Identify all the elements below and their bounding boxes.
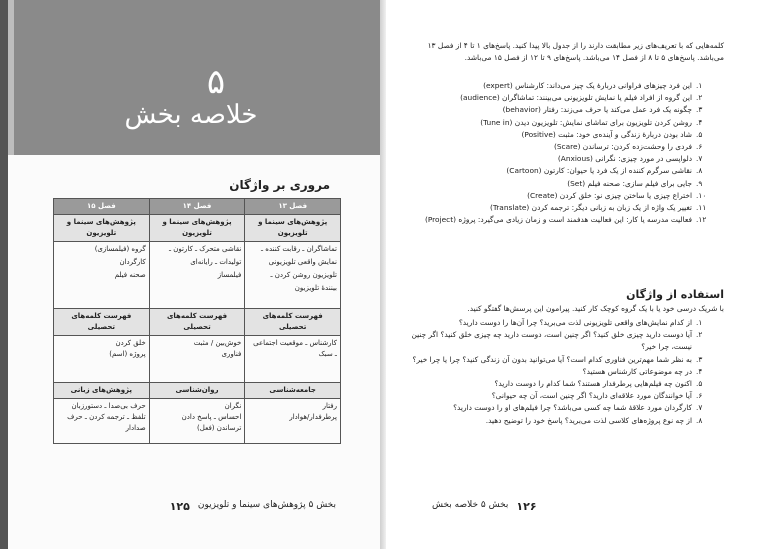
- cell-line: تلفظ ـ ترجمه کردن ـ حرف: [67, 413, 146, 421]
- item-text: از چه نوع پروژه‌های کلاسی لذت می‌برید؟ پاسخ خود را توضیح دهید.: [485, 415, 692, 425]
- cell-line: پرطرفدار/هوادار: [289, 413, 337, 421]
- usage-heading: استفاده از واژگان: [626, 288, 724, 301]
- review-heading: مروری بر واژگان: [229, 178, 330, 192]
- cell-line: صحنه فیلم: [114, 271, 146, 279]
- list-item: [404, 153, 710, 165]
- item-number: ۴.: [696, 117, 703, 127]
- cell-line: حرف بی‌صدا ـ دستورزبان: [71, 402, 146, 410]
- item-number: ۸.: [696, 166, 703, 176]
- item-text: آیا دوست دارید چیزی خلق کنید؟ اگر چنین است، دوست دارید چه چیزی خلق کنید؟ اگر چنین نیست، چرا خیر؟: [411, 330, 692, 352]
- item-text: فعالیت مدرسه یا کار: این فعالیت هدفمند است و زمان زیادی می‌گیرد: پروژه (Project): [424, 215, 692, 225]
- item-text: این گروه از افراد فیلم یا نمایش تلویزیونی می‌بینند: تماشاگران (audience): [460, 93, 692, 103]
- item-text: اکنون چه فیلم‌هایی پرطرفدار هستند؟ شما کدام را دوست دارید؟: [494, 379, 692, 389]
- item-text: فردی را وحشت‌زده کردن: ترساندن (Scare): [553, 142, 692, 152]
- section-header: پژوهش‌های سینما و تلویزیون: [149, 215, 245, 242]
- item-text: شاد بودن دربارهٔ زندگی و آینده‌ی خود: مثبت (Positive): [521, 129, 692, 139]
- cell-line: نمایش واقعی تلویزیونی: [268, 258, 337, 266]
- cell-line: ـ سبک: [318, 350, 337, 358]
- item-number: ۱.: [696, 81, 703, 90]
- cell-line: بینندهٔ تلویزیون: [294, 284, 337, 292]
- usage-intro: [404, 303, 724, 315]
- cell-line: خوش‌بین / مثبت: [193, 339, 242, 347]
- list-item: [404, 329, 710, 353]
- cell-line: ترساندن (فعل): [197, 424, 242, 432]
- item-number: ۵.: [696, 379, 703, 389]
- column-header: فصل ۱۵: [54, 199, 150, 215]
- item-text: چگونه یک فرد عمل می‌کند یا حرف می‌زند: رفتار (behavior): [502, 105, 692, 115]
- item-number: ۵.: [696, 129, 703, 139]
- item-number: ۳.: [696, 354, 703, 364]
- table-cell: [54, 336, 150, 383]
- list-item: [404, 80, 710, 92]
- cell-line: نقاشی متحرک ـ کارتون ـ: [168, 245, 242, 253]
- usage-intro-text: با شریک درسی خود یا با یک گروه کوچک کار کنید. پیرامون این پرسش‌ها گفتگو کنید.: [467, 304, 724, 313]
- section-header: فهرست کلمه‌های تحصیلی: [54, 309, 150, 336]
- list-item: [404, 415, 710, 427]
- section-header: فهرست کلمه‌های تحصیلی: [245, 309, 341, 336]
- list-item: [404, 190, 710, 202]
- item-text: روشن کردن تلویزیون برای تماشای نمایش: تلویزیون دیدن (Tune in): [480, 117, 692, 127]
- section-header: جامعه‌شناسی: [245, 383, 341, 399]
- footer-label: بخش ۵ خلاصه بخش: [432, 500, 509, 510]
- list-item: [404, 214, 710, 226]
- right-footer: [432, 500, 537, 513]
- cell-line: تولیدات ـ رایانه‌ای: [190, 258, 242, 266]
- table-cell: [149, 242, 245, 309]
- list-item: [404, 92, 710, 104]
- list-item: [404, 178, 710, 190]
- item-number: ۱۰.: [696, 190, 707, 200]
- item-number: ۳.: [696, 105, 703, 115]
- item-text: در چه موضوعاتی کارشناس هستید؟: [582, 366, 692, 376]
- list-item: [404, 202, 710, 214]
- item-text: تغییر یک واژه از یک زبان به زبانی دیگر: ترجمه کردن (Translate): [489, 203, 692, 213]
- cell-line: رفتار: [322, 402, 337, 410]
- list-item: [404, 402, 710, 414]
- item-number: ۲.: [696, 330, 703, 340]
- list-item: [404, 354, 710, 366]
- intro-text: کلمه‌هایی که با تعریف‌های زیر مطابقت دارند را از جدول بالا پیدا کنید. پاسخ‌های ۱ تا ۴ از فصل ۱۳ می‌باشد. پاسخ‌های ۵ تا ۸ از فصل ۱۴ می‌باشد. پاسخ‌های ۹ تا ۱۲ از فصل ۱۵ می‌باشد.: [427, 41, 724, 63]
- item-number: ۴.: [696, 366, 703, 376]
- item-number: ۲.: [696, 93, 703, 103]
- table-cell: [54, 242, 150, 309]
- chapter-banner: [0, 0, 380, 155]
- column-header: فصل ۱۳: [245, 199, 341, 215]
- left-footer: [36, 500, 336, 513]
- section-header: فهرست کلمه‌های تحصیلی: [149, 309, 245, 336]
- right-page: [386, 0, 768, 549]
- list-item: [404, 141, 710, 153]
- item-number: ۹.: [696, 178, 703, 188]
- definitions-list: [404, 80, 710, 226]
- item-text: آیا خوانندگان مورد علاقه‌ای دارید؟ اگر چنین است، آن چه حیوانی؟: [491, 391, 692, 401]
- vocabulary-table: [53, 198, 341, 444]
- item-text: دلواپسی در مورد چیزی: نگرانی (Anxious): [557, 154, 692, 164]
- list-item: [404, 378, 710, 390]
- item-text: کارگردان مورد علاقهٔ شما چه کسی می‌باشد؟ چرا فیلم‌های او را دوست دارید؟: [453, 403, 692, 413]
- list-item: [404, 165, 710, 177]
- item-text: از کدام نمایش‌های واقعی تلویزیونی لذت می‌برید؟ چرا آن‌ها را دوست دارید؟: [458, 318, 692, 327]
- cell-line: فناوری: [221, 350, 242, 358]
- cell-line: کارشناس ـ موقعیت اجتماعی: [253, 339, 337, 347]
- cell-line: تماشاگران ـ رقابت کننده ـ: [261, 245, 337, 253]
- page-edge-stripe: [0, 0, 8, 549]
- item-text: این فرد چیزهای فراوانی دربارهٔ یک چیز می‌داند: کارشناس (expert): [483, 81, 692, 90]
- table-cell: [245, 242, 341, 309]
- column-header: فصل ۱۴: [149, 199, 245, 215]
- table-cell: [245, 336, 341, 383]
- cell-line: فیلمساز: [217, 271, 242, 279]
- section-header: پژوهش‌های سینما و تلویزیون: [54, 215, 150, 242]
- table-cell: [149, 399, 245, 444]
- item-number: ۷.: [696, 403, 703, 413]
- page-number: ۱۲۵: [169, 500, 190, 513]
- item-number: ۶.: [696, 142, 703, 152]
- list-item: [404, 129, 710, 141]
- cell-line: خلق کردن: [115, 339, 146, 347]
- cell-line: صدادار: [125, 424, 146, 432]
- item-number: ۸.: [696, 415, 703, 425]
- cell-line: احساس ـ پاسخ دادن: [181, 413, 242, 421]
- list-item: [404, 104, 710, 116]
- section-header: پژوهش‌های زبانی: [54, 383, 150, 399]
- cell-line: پروژه (اسم): [109, 350, 146, 358]
- cell-line: کارگردان: [119, 258, 146, 266]
- list-item: [404, 366, 710, 378]
- definitions-intro: [404, 40, 724, 64]
- table-cell: [149, 336, 245, 383]
- item-number: ۱۲.: [696, 215, 707, 225]
- item-text: نقاشی سرگرم کننده از یک فرد یا حیوان: کارتون (Cartoon): [506, 166, 692, 176]
- table-cell: [245, 399, 341, 444]
- item-number: ۱.: [696, 318, 703, 327]
- footer-label: بخش ۵ پژوهش‌های سینما و تلویزیون: [197, 500, 336, 510]
- banner-edge-stripe: [8, 0, 14, 155]
- item-number: ۶.: [696, 391, 703, 401]
- item-number: ۷.: [696, 154, 703, 164]
- item-text: اختراع چیزی یا ساختن چیزی نو: خلق کردن (Create): [527, 190, 692, 200]
- chapter-title: خلاصه بخش: [124, 100, 258, 130]
- page-number: ۱۲۶: [516, 500, 537, 513]
- section-header: پژوهش‌های سینما و تلویزیون: [245, 215, 341, 242]
- section-header: روان‌شناسی: [149, 383, 245, 399]
- questions-list: [404, 317, 710, 427]
- list-item: [404, 117, 710, 129]
- list-item: [404, 390, 710, 402]
- item-text: به نظر شما مهم‌ترین فناوری کدام است؟ آیا می‌توانید بدون آن زندگی کنید؟ چرا یا چرا خیر؟: [412, 354, 692, 364]
- list-item: [404, 317, 710, 329]
- cell-line: نگران: [224, 402, 242, 410]
- table-cell: [54, 399, 150, 444]
- left-page: [0, 0, 380, 549]
- item-number: ۱۱.: [696, 203, 707, 213]
- item-text: جایی برای فیلم سازی: صحنه فیلم (Set): [567, 178, 692, 188]
- chapter-number: ۵: [206, 62, 226, 102]
- cell-line: تلویزیون روشن کردن ـ: [270, 271, 337, 279]
- cell-line: گروه (فیلمسازی): [94, 245, 146, 253]
